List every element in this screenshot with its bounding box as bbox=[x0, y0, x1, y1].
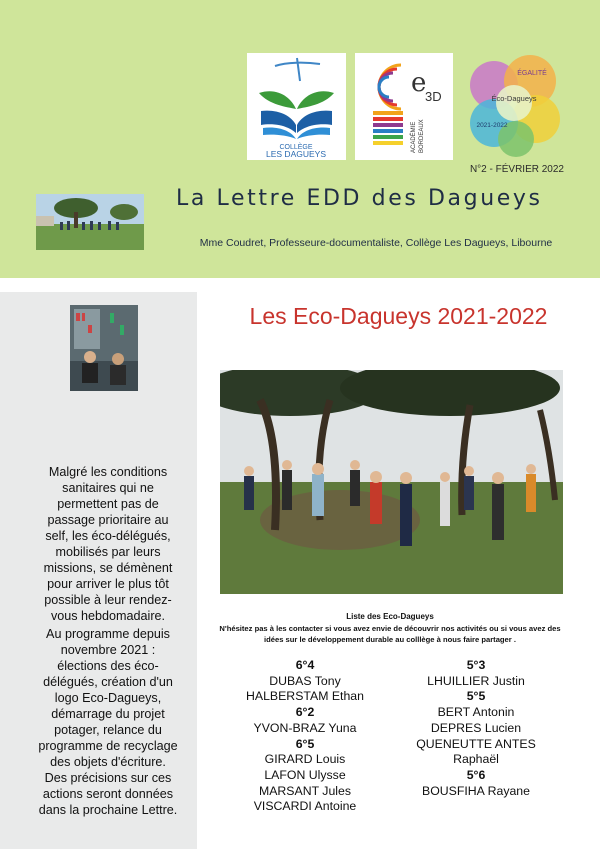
college-logo-graphic bbox=[247, 53, 346, 160]
class-heading: 5°3 bbox=[466, 658, 486, 672]
class-heading: 6°2 bbox=[295, 705, 315, 720]
member-name: YVON-BRAZ Yuna bbox=[253, 720, 357, 735]
members-column-right bbox=[396, 658, 556, 799]
member-name: LHUILLIER Justin bbox=[427, 673, 525, 688]
header-photo bbox=[36, 194, 144, 250]
eco-dagueys-logo bbox=[464, 53, 564, 160]
svg-text:ÉGALITÉ: ÉGALITÉ bbox=[517, 70, 547, 77]
page-title: La Lettre EDD des Dagueys bbox=[176, 186, 543, 211]
member-name: Raphaël bbox=[453, 752, 499, 767]
svg-text:BORDEAUX: BORDEAUX bbox=[419, 119, 425, 153]
member-name: BOUSFIHA Rayane bbox=[422, 783, 530, 798]
members-column-left bbox=[225, 658, 385, 815]
member-name: LAFON Ulysse bbox=[264, 767, 346, 782]
sidebar-paragraph-2: Au programme depuis novembre 2021 : élections des éco-délégués, création d'un logo Eco-Dagueys, démarrage du projet potager, relance du programme de recyclage des objets d'écriture. Des précisions sur ces actions seront données dans la prochaine Lettre. bbox=[38, 627, 178, 817]
issue-number: N°2 - FÉVRIER 2022 bbox=[469, 164, 564, 175]
svg-text:COLLÈGE: COLLÈGE bbox=[279, 144, 313, 151]
header-photo-image bbox=[36, 194, 144, 250]
svg-text:2021-2022: 2021-2022 bbox=[476, 122, 508, 129]
group-photo-image bbox=[220, 370, 563, 594]
member-name: DEPRES Lucien bbox=[430, 720, 522, 735]
svg-text:Éco-Dagueys: Éco-Dagueys bbox=[491, 94, 537, 103]
class-heading: 5°6 bbox=[466, 767, 486, 782]
sidebar-photo bbox=[70, 305, 138, 391]
svg-text:3D: 3D bbox=[425, 89, 442, 104]
group-photo bbox=[220, 370, 563, 594]
eco-dagueys-logo-graphic bbox=[464, 53, 564, 160]
e3d-logo bbox=[355, 53, 453, 160]
e3d-logo-graphic bbox=[355, 53, 453, 160]
member-name: MARSANT Jules bbox=[258, 783, 352, 798]
member-name: DUBAS Tony bbox=[269, 673, 341, 688]
sidebar-paragraph-1: Malgré les conditions sanitaires qui ne permettent pas de passage prioritaire au self, les éco-délégués, mobilisés par leurs missions, se démènent pour arriver le plus tôt possible à leur rendez-vous hebdomadaire. bbox=[43, 465, 173, 623]
college-logo bbox=[247, 53, 346, 160]
svg-text:ACADÉMIE: ACADÉMIE bbox=[411, 121, 417, 153]
sidebar-photo-image bbox=[70, 305, 138, 391]
member-name: HALBERSTAM Ethan bbox=[245, 689, 364, 704]
class-heading: 6°4 bbox=[295, 658, 315, 672]
svg-text:e: e bbox=[411, 68, 427, 98]
member-name: VISCARDI Antoine bbox=[253, 799, 357, 814]
member-name: GIRARD Louis bbox=[264, 752, 346, 767]
list-intro: N'hésitez pas à les contacter si vous avez envie de découvrir nos activités ou si vous avez des idées sur le développement durable au colllège à nous faire partager . bbox=[219, 624, 561, 644]
class-heading: 5°5 bbox=[466, 689, 486, 704]
member-name: QUENEUTTE ANTES bbox=[416, 736, 536, 751]
page-subtitle: Mme Coudret, Professeure-documentaliste, Collège Les Dagueys, Libourne bbox=[199, 237, 553, 249]
section-title: Les Eco-Dagueys 2021-2022 bbox=[249, 303, 548, 329]
list-title: Liste des Eco-Dagueys bbox=[346, 612, 434, 621]
svg-text:LES DAGUEYS: LES DAGUEYS bbox=[266, 149, 326, 159]
class-heading: 6°5 bbox=[295, 736, 315, 751]
member-name: BERT Antonin bbox=[437, 705, 515, 720]
